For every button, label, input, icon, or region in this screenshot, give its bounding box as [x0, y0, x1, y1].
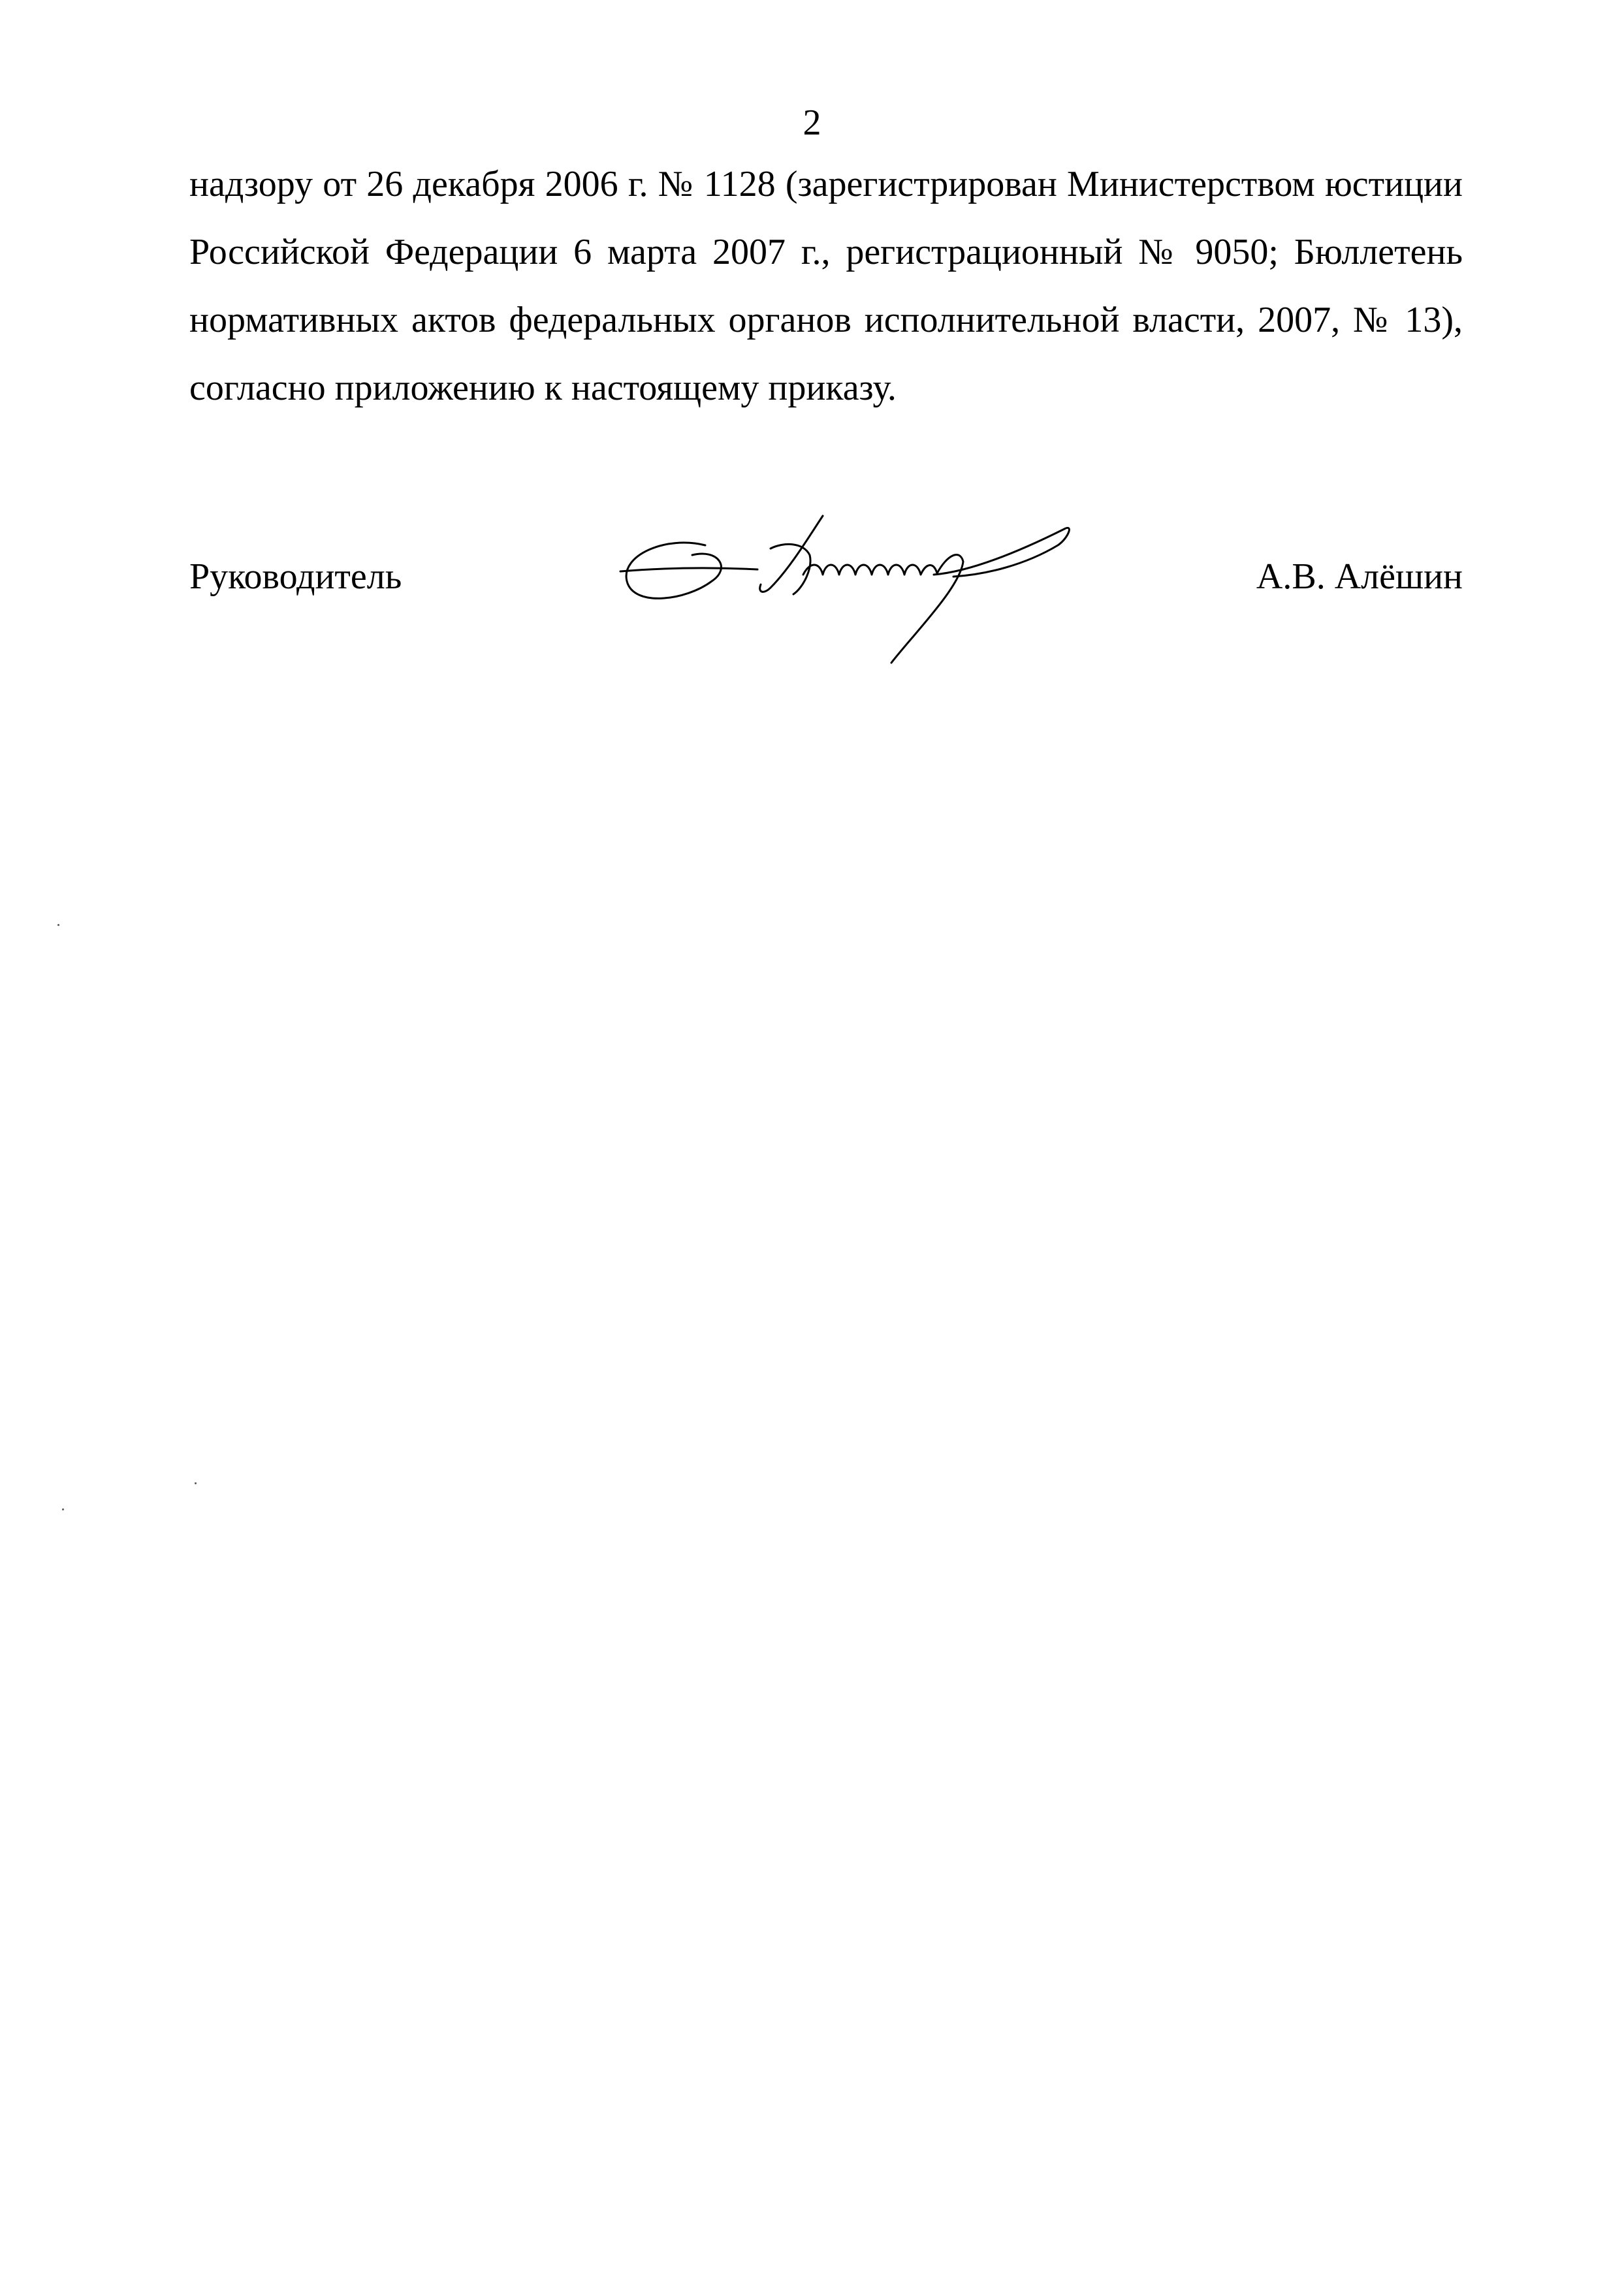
page-number: 2 — [803, 103, 821, 143]
handwritten-signature — [607, 509, 1077, 666]
signature-block — [189, 509, 1463, 679]
body-paragraph: надзору от 26 декабря 2006 г. № 1128 (зарегистрирован Министерством юстиции Российской Федерации 6 марта 2007 г., регистрационный № 9050; Бюллетень нормативных актов федеральных органов исполнительной власти, 2007, № 13), согласно приложению к настоящему приказу. — [189, 164, 1463, 408]
scan-speck — [195, 1482, 197, 1484]
signer-name: А.В. Алёшин — [1256, 556, 1463, 597]
scan-speck — [62, 1508, 64, 1510]
scan-speck — [57, 924, 59, 926]
signer-title: Руководитель — [189, 556, 402, 597]
